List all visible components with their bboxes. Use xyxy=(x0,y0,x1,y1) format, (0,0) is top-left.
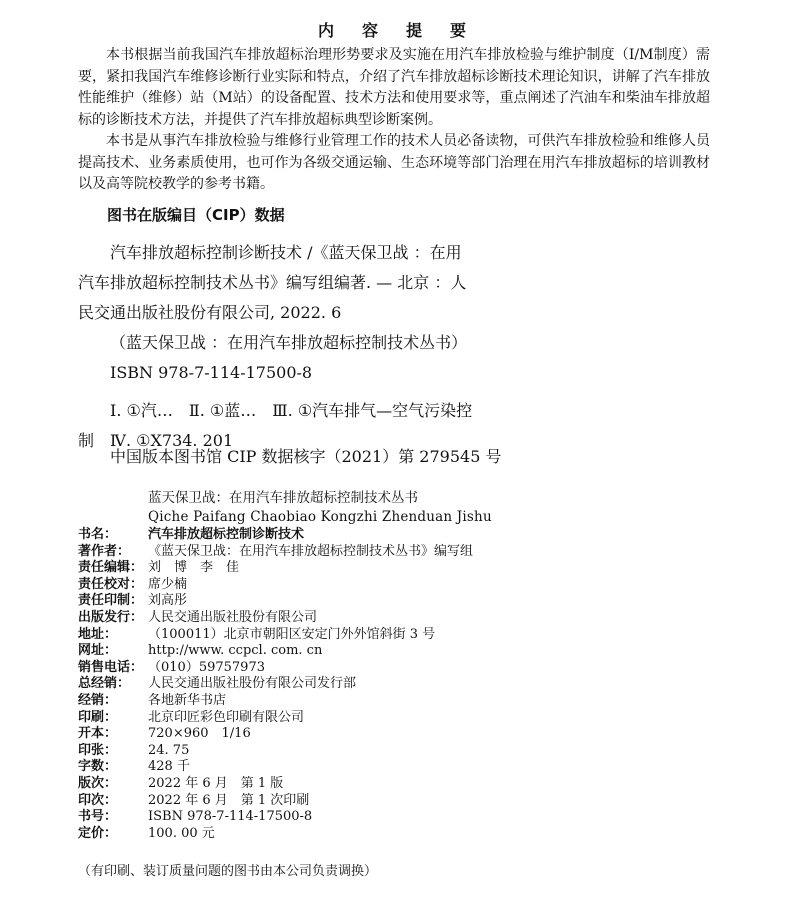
quality-note: （有印刷、装订质量问题的图书由本公司负责调换） xyxy=(78,864,378,879)
colophon-row xyxy=(78,743,473,760)
colophon-label: 定价： xyxy=(78,825,118,841)
colophon-row xyxy=(78,793,473,810)
colophon-row xyxy=(78,544,473,561)
colophon-label: 总经销： xyxy=(78,676,131,692)
colophon-row xyxy=(78,660,473,677)
colophon-label: 责任印制： xyxy=(78,593,144,609)
colophon-label: 版次： xyxy=(78,775,118,791)
cip-line: Ⅰ. ①汽… Ⅱ. ①蓝… Ⅲ. ①汽车排气—空气污染控 xyxy=(110,401,473,420)
colophon-value: 24. 75 xyxy=(148,742,190,758)
series-block xyxy=(148,489,492,527)
colophon-row xyxy=(78,593,473,610)
book-pinyin: Qiche Paifang Chaobiao Kongzhi Zhenduan Jishu xyxy=(148,509,492,525)
colophon-label: 责任校对： xyxy=(78,576,144,592)
colophon-row xyxy=(78,577,473,594)
colophon-row xyxy=(78,610,473,627)
colophon-label: 责任编辑： xyxy=(78,560,144,576)
cip-line: 制 Ⅳ. ①X734. 201 xyxy=(78,431,234,450)
cip-line: 汽车排放超标控制诊断技术 /《蓝天保卫战 ：在用 xyxy=(110,243,462,262)
colophon-value: 720×960 1/16 xyxy=(148,726,251,742)
colophon-row xyxy=(78,826,473,843)
colophon-value: （010）59757973 xyxy=(148,659,265,675)
cip-line: ISBN 978-7-114-17500-8 xyxy=(110,363,313,382)
colophon-row xyxy=(78,560,473,577)
colophon-label: 地址： xyxy=(78,626,118,642)
colophon-value: 428 千 xyxy=(148,759,190,775)
colophon-row xyxy=(78,527,304,544)
colophon-value: 汽车排放超标控制诊断技术 xyxy=(148,527,305,542)
colophon-row xyxy=(78,676,473,693)
cip-line: 汽车排放超标控制技术丛书》编写组编著. — 北京 ：人 xyxy=(78,273,467,292)
colophon-value: http://www. ccpcl. com. cn xyxy=(148,643,323,659)
summary-section xyxy=(78,45,710,196)
colophon-label: 书号： xyxy=(78,809,118,825)
colophon-label: 开本： xyxy=(78,726,118,742)
colophon-row xyxy=(78,726,473,743)
colophon-value: 100. 00 元 xyxy=(148,825,215,841)
colophon-row xyxy=(78,776,473,793)
cip-record xyxy=(78,238,538,456)
colophon-value: （100011）北京市朝阳区安定门外外馆斜街 3 号 xyxy=(148,626,436,642)
colophon-value: 2022 年 6 月 第 1 次印刷 xyxy=(148,792,310,808)
colophon-label: 销售电话： xyxy=(78,659,144,675)
summary-paragraph: 本书是从事汽车排放检验与维修行业管理工作的技术人员必备读物，可供汽车排放检验和维修人员提高技术、业务素质使用，也可作为各级交通运输、生态环境等部门治理在用汽车排放超标的培训教材以及高等院校教学的参考书籍。 xyxy=(78,133,710,192)
colophon-value: 各地新华书店 xyxy=(148,692,227,708)
cip-line: （蓝天保卫战 ：在用汽车排放超标控制技术丛书） xyxy=(110,333,468,352)
colophon-row xyxy=(78,627,473,644)
series-name: 蓝天保卫战：在用汽车排放超标控制技术丛书 xyxy=(148,490,418,506)
colophon-label: 印刷： xyxy=(78,709,118,725)
page-title: 内 容 提 要 xyxy=(317,21,472,40)
colophon xyxy=(78,527,304,544)
colophon-value: 席少楠 xyxy=(148,576,188,592)
colophon-label: 印次： xyxy=(78,792,118,808)
colophon-label: 网址： xyxy=(78,643,118,659)
colophon-row xyxy=(78,643,473,660)
colophon-value: ISBN 978-7-114-17500-8 xyxy=(148,809,313,825)
cip-number: 中国版本图书馆 CIP 数据核字（2021）第 279545 号 xyxy=(110,447,502,466)
colophon-label: 书名： xyxy=(78,527,118,542)
colophon-label: 字数： xyxy=(78,759,118,775)
colophon-row xyxy=(78,693,473,710)
colophon-value: 2022 年 6 月 第 1 版 xyxy=(148,775,284,791)
colophon-value: 刘 博 李 佳 xyxy=(148,560,240,576)
colophon-label: 经销： xyxy=(78,692,118,708)
cip-heading: 图书在版编目（CIP）数据 xyxy=(107,206,285,224)
colophon-value: 《蓝天保卫战：在用汽车排放超标控制技术丛书》编写组 xyxy=(148,543,474,559)
cip-line: 民交通出版社股份有限公司, 2022. 6 xyxy=(78,303,342,322)
colophon-value: 人民交通出版社股份有限公司 xyxy=(148,609,318,625)
colophon-label: 印张： xyxy=(78,742,118,758)
colophon-row xyxy=(78,809,473,826)
summary-paragraph: 本书根据当前我国汽车排放超标治理形势要求及实施在用汽车排放检验与维护制度（I/M制度）需要，紧扣我国汽车维修诊断行业实际和特点，介绍了汽车排放超标诊断技术理论知识，讲解了汽车排放性能维护（维修）站（M站）的设备配置、技术方法和使用要求等，重点阐述了汽油车和柴油车排放超标的诊断技术方法，并提供了汽车排放超标典型诊断案例。 xyxy=(78,47,710,128)
colophon-value: 北京印匠彩色印刷有限公司 xyxy=(148,709,305,725)
colophon-value: 刘高彤 xyxy=(148,593,188,609)
colophon-row xyxy=(78,759,473,776)
colophon-list xyxy=(78,544,473,843)
colophon-label: 出版发行： xyxy=(78,609,144,625)
colophon-value: 人民交通出版社股份有限公司发行部 xyxy=(148,676,357,692)
colophon-row xyxy=(78,710,473,727)
colophon-label: 著作者： xyxy=(78,543,131,559)
